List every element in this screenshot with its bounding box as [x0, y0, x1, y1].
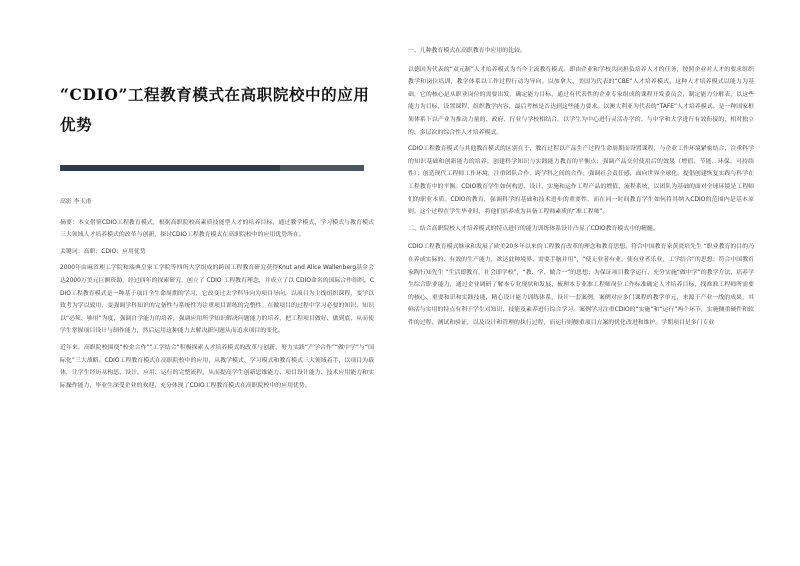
body-paragraph: CDIO工程教育模式与其他教育模式的区别在于，教育过程以产品生产过程生命周期而设置课程，与企业工作环境紧密结合，注重科学的知识基础和创新能力的培养，创建科学知识与实践能力教育的平衡点；强调产品交付使用后的效果（增值、节能、环保、可持续性）；创造现代工程师工作环境，注重团队合作、跨学科之间的合作；强调社会责任感，面向世界全球化，提倡创建恢复实践与科学在工程教育中的平衡。CDIO教育学生如何构思、设计、实施和运作工程产品的增值、流程系统，以团队为基础的面对全球环境是工程师们的职业本质。CDIO的教育，强调科学的基础和技术进步的重要性，而在同一时间教育学生如何将其纳入CDIO的范围内是基本原则。这个过程在学生毕业时，将他们培养成为具备工程师素质的“准工程师”。: [408, 146, 754, 216]
title-divider: [60, 165, 364, 171]
divider-bar: [60, 165, 280, 171]
body-paragraph: 近年来，高职院校围绕“校企合作”“工学结合”积极探索人才培养模式的改革与创新，努力实践“产学合作”“做中学”与“国际化”三大战略。CDIO工程教育模式在高职院校中的应用，从教学模式、学习模式和教育模式三大领域着手，以项目为载体，让学生经历从构思、设计、应用、运行的完整流程，从而提高学生创新思维能力、项目设计能力、技术应用能力和实际操作能力，毕业生深受企业的欢迎，充分体现了CDIO工程教育模式在高职院校中的应用优势。: [60, 344, 374, 389]
abstract: 摘要：本文借鉴CDIO工程教育模式，根据高职院校高素质技能型人才的培养目标，通过教学模式、学习模式与教育模式三大领域人才培养模式的改革与创新，探讨CDIO工程教育模式在高职院校中的应用优势所在。: [60, 219, 374, 239]
section-heading-2: 二、结合高职院校人才培养模式的特点进行的能力训练体系设计凸显了CDIO教育模式中的精髓。: [408, 225, 659, 232]
section-heading-1: 一、几种教育模式在高职教育中应用的比较。: [408, 48, 526, 54]
body-paragraph: 2000年由麻省理工学院和瑞典皇家工学院等四所大学组成的跨国工程教育研究获得Knut and Alice Wallenberg基金会达2000万美元巨额资助，经过四年的探索研究，创立了 CDIO 工程教育理念，并成立了以 CDIO命名的国际合作组织。CDIO工程教育模式是一种基于项目全生命周期的学习，它改变过去学科导向为项目导向，以项目为主线组织课程，变学以致考为学以致用，变强调学科知识的完备性与系统性为注重项目训练的完整性。在做项目的过程中学习必要的知识，知识以“必须、够用”为度，强调自学能力的培养，强调应用所学知识解决问题能力的培养，把工程项目做好、做到底，从而使学生掌握项目设计与制作能力，然后运用这种能力去解决新问题从而追求项目的变化。: [60, 265, 374, 335]
body-paragraph: 以德国为代表的“双元制”人才培养模式为当今主流教育模式。即由企业和学校共同担负培养人才的任务，按照企业对人才的要求组织教学和岗位培训，教学体系以工作过程行动为导向。以加拿大、美国为代表的“CBE”人才培养模式。这种人才培养模式以能力为基础，它的核心是从职业岗位的需要出发，确定能力目标，通过有代表性的企业专家组成的课程开发委员会，制定能力分解表，以这些能力为目标，设置课程，组织教学内容，最后考核是否达到这些能力要求。以澳大利亚为代表的“TAFE”人才培养模式。是一种国家框架体系下以产业为推动力量的、政府、行业与学校相结合，以学生为中心进行灵活办学的、与中学和大学进行有效衔接的，相对独立的、多层次的综合性人才培养模式。: [408, 66, 754, 136]
author-line: 高影 李玉甫: [60, 199, 92, 205]
keywords: 关键词：高职；CDIO；应用优势: [60, 248, 146, 255]
left-body: [60, 196, 374, 396]
body-paragraph: CDIO工程教育模式继承和发展了欧美20多年以来的工程教育改革的理念和教育思想。符合中国教育家黄炎培先生 “职业教育的目的乃在养成实际的、有效的生产能力，欲达此种境界，需要手脑并用”，“使无业者有业，使有业者乐业，工学结合”的思想；符合中国教育家陶行知先生 “生活即教育，社会即学校”，“教、学、做合一”的思想；为保证项目教学运行，充分实施“做中学”的教学方法，培养学生综合职业能力，通过企业调研了解本专业现状和发展，梳理本专业准工程师岗位工作标准确定人才培养目标，找准准工程师所需要的核心、重要和识和实践技能，精心设计能力训练体系，设计一套案例，案例对应多门课程的教学单元，来源于产业一线的成果，其鲜活与实用的特点有利于学生对知识、技能及素养进行综合学习。案例学习注重CDIO的“实施”和“运行”两个环节，实施侧重硬件和软件的过程、测试和验证，以及设计和管理的执行过程，而运行则侧重项目方案的优化改进和维护。学期项目是多门专业: [408, 244, 754, 326]
article-title: “CDIO”工程教育模式在高职院校中的应用优势: [60, 85, 370, 134]
divider-accent: [280, 165, 364, 171]
right-body: [408, 43, 754, 333]
